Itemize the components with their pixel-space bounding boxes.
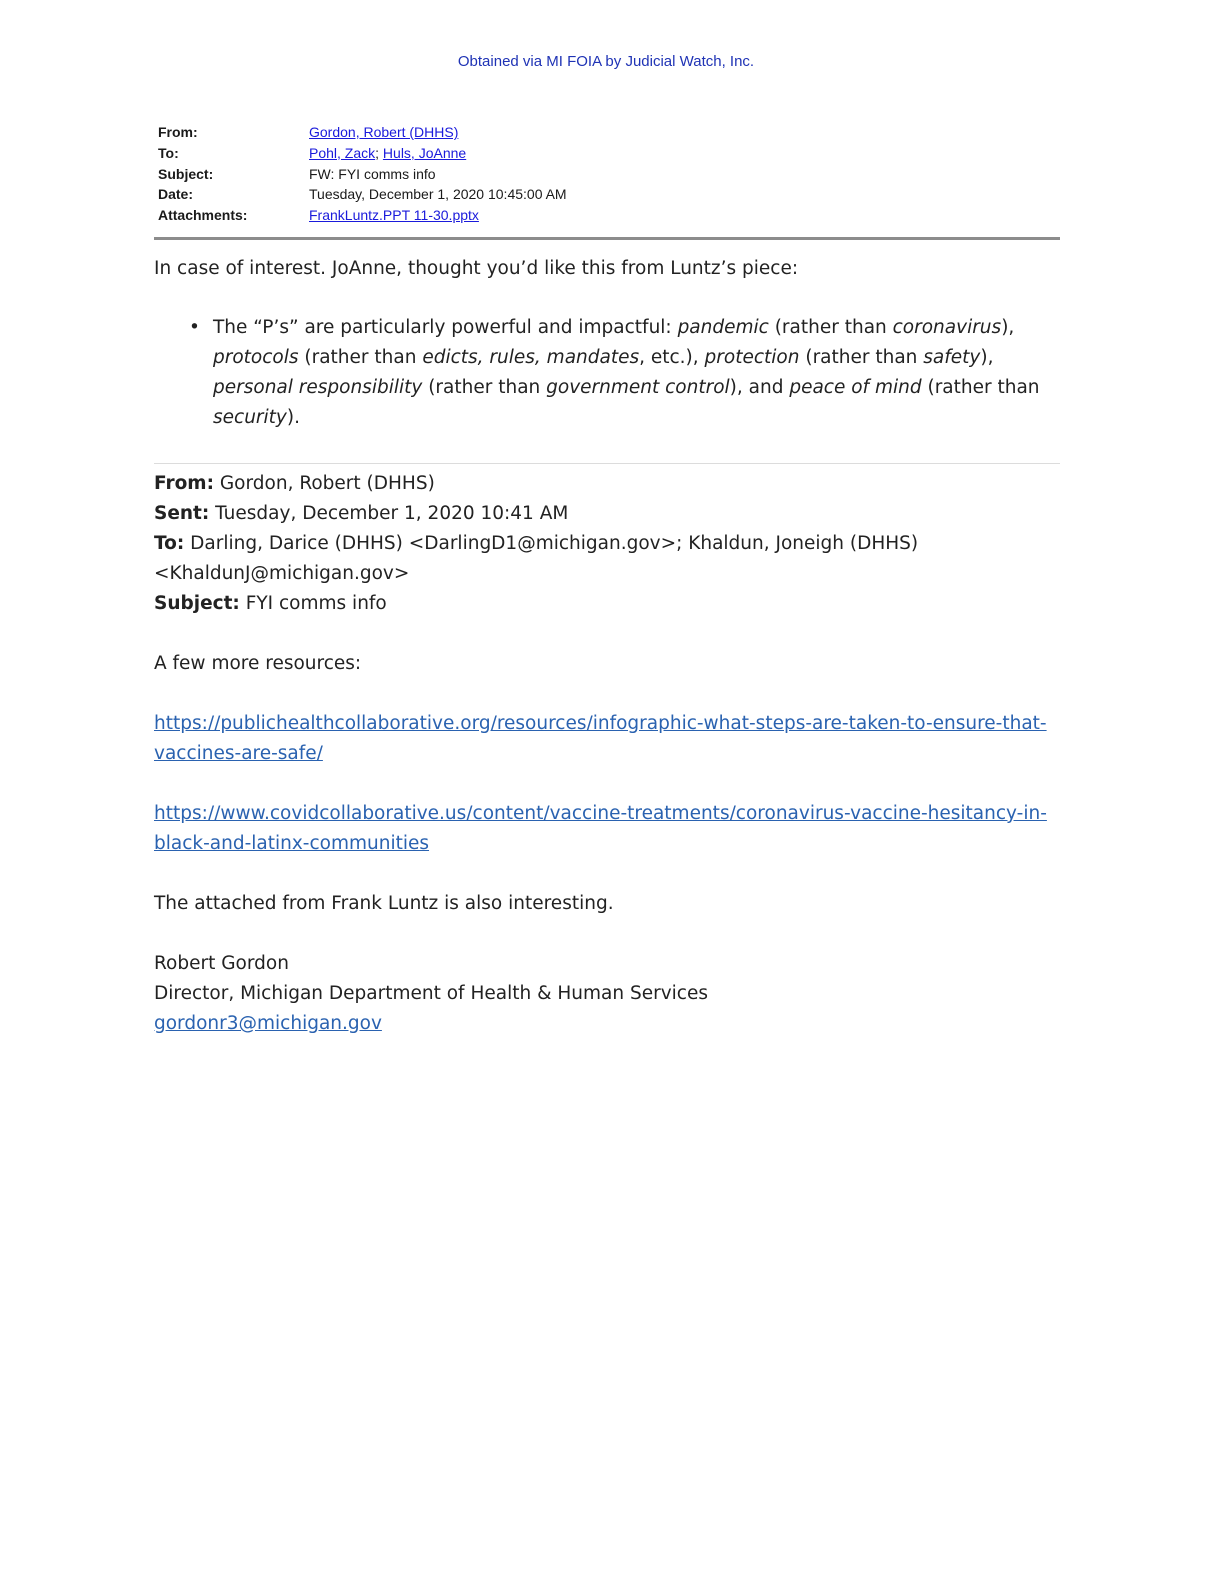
resources-line: A few more resources: xyxy=(154,653,362,674)
intro-text: In case of interest. JoAnne, thought you’d like this from Luntz’s piece: xyxy=(154,258,799,279)
fwd-sent-label: Sent: xyxy=(154,503,210,524)
header-subject-row xyxy=(158,164,1062,185)
signature-email-link[interactable]: gordonr3@michigan.gov xyxy=(154,1013,382,1034)
header-to-row xyxy=(158,143,1062,164)
header-subject-label: Subject: xyxy=(158,165,214,182)
header-to-separator: ; xyxy=(375,144,380,161)
header-subject-value: FW: FYI comms info xyxy=(309,165,436,182)
header-date-row xyxy=(158,184,1062,205)
resource-link-1[interactable]: https://publichealthcollaborative.org/resources/infographic-what-steps-are-taken-to-ensure-that- vaccines-are-safe/ xyxy=(154,713,1047,764)
fwd-subject-label: Subject: xyxy=(154,593,240,614)
header-to-label: To: xyxy=(158,144,179,161)
foia-watermark: Obtained via MI FOIA by Judicial Watch, Inc. xyxy=(457,53,755,70)
fwd-sent-value: Tuesday, December 1, 2020 10:41 AM xyxy=(209,503,569,524)
bullet-item: • The “P’s” are particularly powerful and impactful: pandemic (rather than coronavirus), protocols (rather than edicts, rules, mandates, etc.), protection (rather than safety), personal responsibility (rather than government control), and peace of mind (rather than security). xyxy=(154,313,1064,433)
bullet-dot: • xyxy=(189,317,200,338)
fwd-from-value: Gordon, Robert (DHHS) xyxy=(213,473,435,494)
signature-title: Director, Michigan Department of Health & Human Services xyxy=(154,983,708,1004)
fwd-subject-line xyxy=(154,589,1064,619)
header-to-link-2[interactable]: Huls, JoAnne xyxy=(382,144,467,161)
email-header xyxy=(158,122,1062,226)
forward-divider xyxy=(154,463,1060,464)
attached-note: The attached from Frank Luntz is also interesting. xyxy=(154,893,614,914)
fwd-subject-value: FYI comms info xyxy=(239,593,387,614)
header-divider xyxy=(154,237,1060,240)
header-from-label: From: xyxy=(158,124,198,140)
forwarded-message xyxy=(154,469,1064,1039)
fwd-sent-line xyxy=(154,499,1064,529)
fwd-to-value: Darling, Darice (DHHS) <DarlingD1@michigan.gov>; Khaldun, Joneigh (DHHS) <KhaldunJ@michigan.gov> xyxy=(154,533,919,584)
bullet-list xyxy=(154,313,1064,433)
fwd-from-label: From: xyxy=(154,473,214,494)
email-body xyxy=(154,254,1064,433)
header-to-link-1[interactable]: Pohl, Zack xyxy=(309,144,376,161)
header-date-label: Date: xyxy=(158,186,194,203)
header-date-value: Tuesday, December 1, 2020 10:45:00 AM xyxy=(309,186,567,203)
fwd-to-line xyxy=(154,529,1064,589)
attachment-link[interactable]: FrankLuntz.PPT 11-30.pptx xyxy=(309,207,479,224)
signature-name: Robert Gordon xyxy=(154,953,289,974)
header-attachments-row xyxy=(158,205,1062,226)
fwd-to-label: To: xyxy=(154,533,185,554)
fwd-from-line xyxy=(154,469,1064,499)
header-from-row xyxy=(158,122,1062,143)
header-from-link[interactable]: Gordon, Robert (DHHS) xyxy=(309,124,459,140)
resource-link-2[interactable]: https://www.covidcollaborative.us/content/vaccine-treatments/coronavirus-vaccine-hesitancy-in- black-and-latinx-communities xyxy=(154,803,1047,854)
header-attachments-label: Attachments: xyxy=(158,207,248,224)
